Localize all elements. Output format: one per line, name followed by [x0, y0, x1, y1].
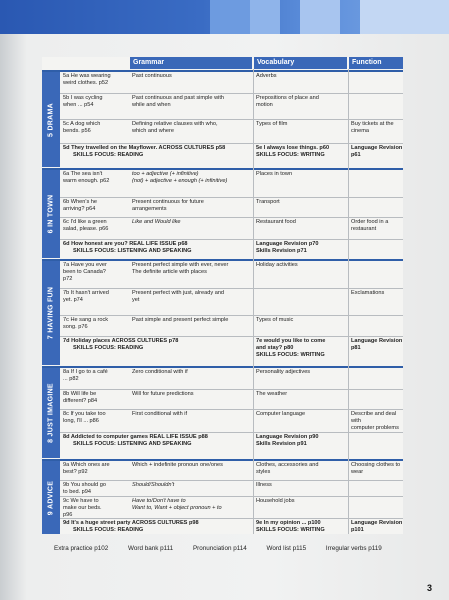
column-divider [348, 69, 349, 534]
vocabulary-cell: Computer language [256, 411, 306, 417]
lesson-cell: 5c A dog which bends. p56 [63, 121, 101, 134]
skills-row [60, 143, 403, 167]
vocabulary-cell: Personality adjectives [256, 369, 311, 375]
vocabulary-cell: The weather [256, 391, 288, 397]
vocabulary-cell: Places in town [256, 171, 293, 177]
grammar-cell: Which + indefinite pronoun one/ones [132, 462, 223, 468]
skills-vocabulary-cell: Language Revision p90 Skills Revision p91 [256, 434, 319, 447]
vocabulary-cell: Household jobs [256, 498, 295, 504]
grammar-cell: Zero conditional with if [132, 369, 188, 375]
skills-lesson: 8d Addicted to computer games REAL LIFE ISSUE p88 SKILLS FOCUS: LISTENING AND SPEAKING [63, 434, 208, 447]
table-row [60, 409, 403, 432]
table-row [60, 119, 403, 143]
skills-vocabulary-cell: 9e In my opinion ... p100 SKILLS FOCUS: WRITING [256, 520, 325, 533]
section-band: 5 DRAMA [42, 72, 60, 167]
grammar-cell: Past continuous and past simple with while and when [132, 95, 225, 108]
vocabulary-cell: Holiday activities [256, 262, 298, 268]
skills-lesson: 5d They travelled on the Mayflower. ACROSS CULTURES p58 SKILLS FOCUS: READING [63, 145, 226, 158]
footer-item: Word bank p111 [128, 545, 174, 552]
vocabulary-cell: Restaurant food [256, 219, 296, 225]
section-band: 8 JUST IMAGINE [42, 368, 60, 458]
contents-table [42, 57, 403, 534]
table-row [60, 389, 403, 409]
skills-vocabulary-cell: 7e would you like to come and stay? p80 SKILLS FOCUS: WRITING [256, 338, 326, 358]
grammar-cell: Past simple and present perfect simple [132, 317, 229, 323]
footer-item: Irregular verbs p119 [325, 545, 382, 552]
table-row [60, 288, 403, 315]
function-cell: Describe and deal with computer problems [351, 411, 399, 431]
grammar-cell: Present continuous for future arrangements [132, 199, 204, 212]
lesson-cell: 7c He sang a rock song. p76 [63, 317, 109, 330]
skills-row [60, 432, 403, 458]
grammar-cell: Defining relative clauses with who, which and where [132, 121, 218, 134]
grammar-cell: Present perfect simple with ever, never The definite article with places [132, 262, 229, 275]
skills-function-cell: Language Revision p61 [351, 145, 403, 158]
lesson-cell: 9a Which ones are best? p92 [63, 462, 110, 475]
lesson-cell: 6a The sea isn't warm enough. p62 [63, 171, 110, 184]
lesson-cell: 6c I'd like a green salad, please. p66 [63, 219, 109, 232]
skills-row [60, 336, 403, 365]
function-cell: Buy tickets at the cinema [351, 121, 394, 134]
skills-row [60, 518, 403, 536]
lesson-cell: 5a He was wearing weird clothes. p52 [63, 73, 111, 86]
lesson-cell: 8b Will life be different? p84 [63, 391, 98, 404]
table-row [60, 496, 403, 518]
grammar-cell: Like and Would like [132, 219, 181, 225]
vocabulary-cell: Illness [256, 482, 272, 488]
skills-lesson: 7d Holiday places ACROSS CULTURES p78 SKILLS FOCUS: READING [63, 338, 179, 351]
skills-function-cell: Language Revision p81 [351, 338, 403, 351]
grammar-cell: Present perfect with just, already and yet [132, 290, 225, 303]
page-number: 3 [427, 583, 433, 593]
table-row [60, 72, 403, 93]
skills-row [60, 239, 403, 258]
section-band: 7 HAVING FUN [42, 261, 60, 365]
column-divider [253, 69, 254, 534]
footer-links [54, 545, 400, 552]
grammar-cell: First conditional with if [132, 411, 188, 417]
lesson-cell: 8a If I go to a café ... p82 [63, 369, 108, 382]
table-row [60, 217, 403, 239]
lesson-cell: 7b It hasn't arrived yet. p74 [63, 290, 109, 303]
function-cell: Exclamations [351, 290, 385, 296]
header-function: Function [349, 57, 403, 69]
footer-item: Extra practice p102 [54, 545, 109, 552]
skills-function-cell: Language Revision p101 [351, 520, 403, 533]
vocabulary-cell: Clothes, accessories and styles [256, 462, 319, 475]
table-row [60, 368, 403, 389]
vocabulary-cell: Types of music [256, 317, 294, 323]
table-row [60, 480, 403, 496]
lesson-cell: 6b When's he arriving? p64 [63, 199, 98, 212]
vocabulary-cell: Transport [256, 199, 280, 205]
skills-lesson: 6d How honest are you? REAL LIFE ISSUE p68 SKILLS FOCUS: LISTENING AND SPEAKING [63, 241, 192, 254]
lesson-cell: 9c We have to make our beds. p96 [63, 498, 102, 518]
table-row [60, 93, 403, 119]
section-band: 9 ADVICE [42, 461, 60, 534]
footer-item: Word list p115 [266, 545, 307, 552]
function-cell: Choosing clothes to wear [351, 462, 401, 475]
skills-vocabulary-cell: 5e I always lose things. p60 SKILLS FOCUS: WRITING [256, 145, 330, 158]
function-cell: Order food in a restaurant [351, 219, 389, 232]
vocabulary-cell: Types of film [256, 121, 288, 127]
grammar-cell: too + adjective (+ infinitive) (not) + adjective + enough (+ infinitive) [132, 171, 228, 184]
table-row [60, 315, 403, 336]
vocabulary-cell: Prepositions of place and motion [256, 95, 319, 108]
lesson-cell: 7a Have you ever been to Canada? p72 [63, 262, 107, 282]
vocabulary-cell: Adverbs [256, 73, 277, 79]
grammar-cell: Past continuous [132, 73, 172, 79]
grammar-cell: Have to/Don't have to Want to, Want + object pronoun + to [132, 498, 222, 511]
skills-vocabulary-cell: Language Revision p70 Skills Revision p71 [256, 241, 319, 254]
section-band: 6 IN TOWN [42, 170, 60, 258]
table-row [60, 197, 403, 217]
grammar-cell: Will for future predictions [132, 391, 194, 397]
footer-item: Pronunciation p114 [192, 545, 247, 552]
top-color-band [0, 0, 449, 34]
grammar-cell: Should/Shouldn't [132, 482, 175, 488]
header-vocabulary: Vocabulary [254, 57, 347, 69]
lesson-cell: 8c If you take too long, I'll ... p86 [63, 411, 106, 424]
table-row [60, 261, 403, 288]
skills-lesson: 9d It's a huge street party ACROSS CULTURES p98 SKILLS FOCUS: READING [63, 520, 199, 533]
table-row [60, 461, 403, 480]
lesson-cell: 5b I was cycling when ... p54 [63, 95, 103, 108]
lesson-cell: 9b You should go to bed. p94 [63, 482, 106, 495]
header-grammar: Grammar [130, 57, 252, 69]
table-row [60, 170, 403, 197]
